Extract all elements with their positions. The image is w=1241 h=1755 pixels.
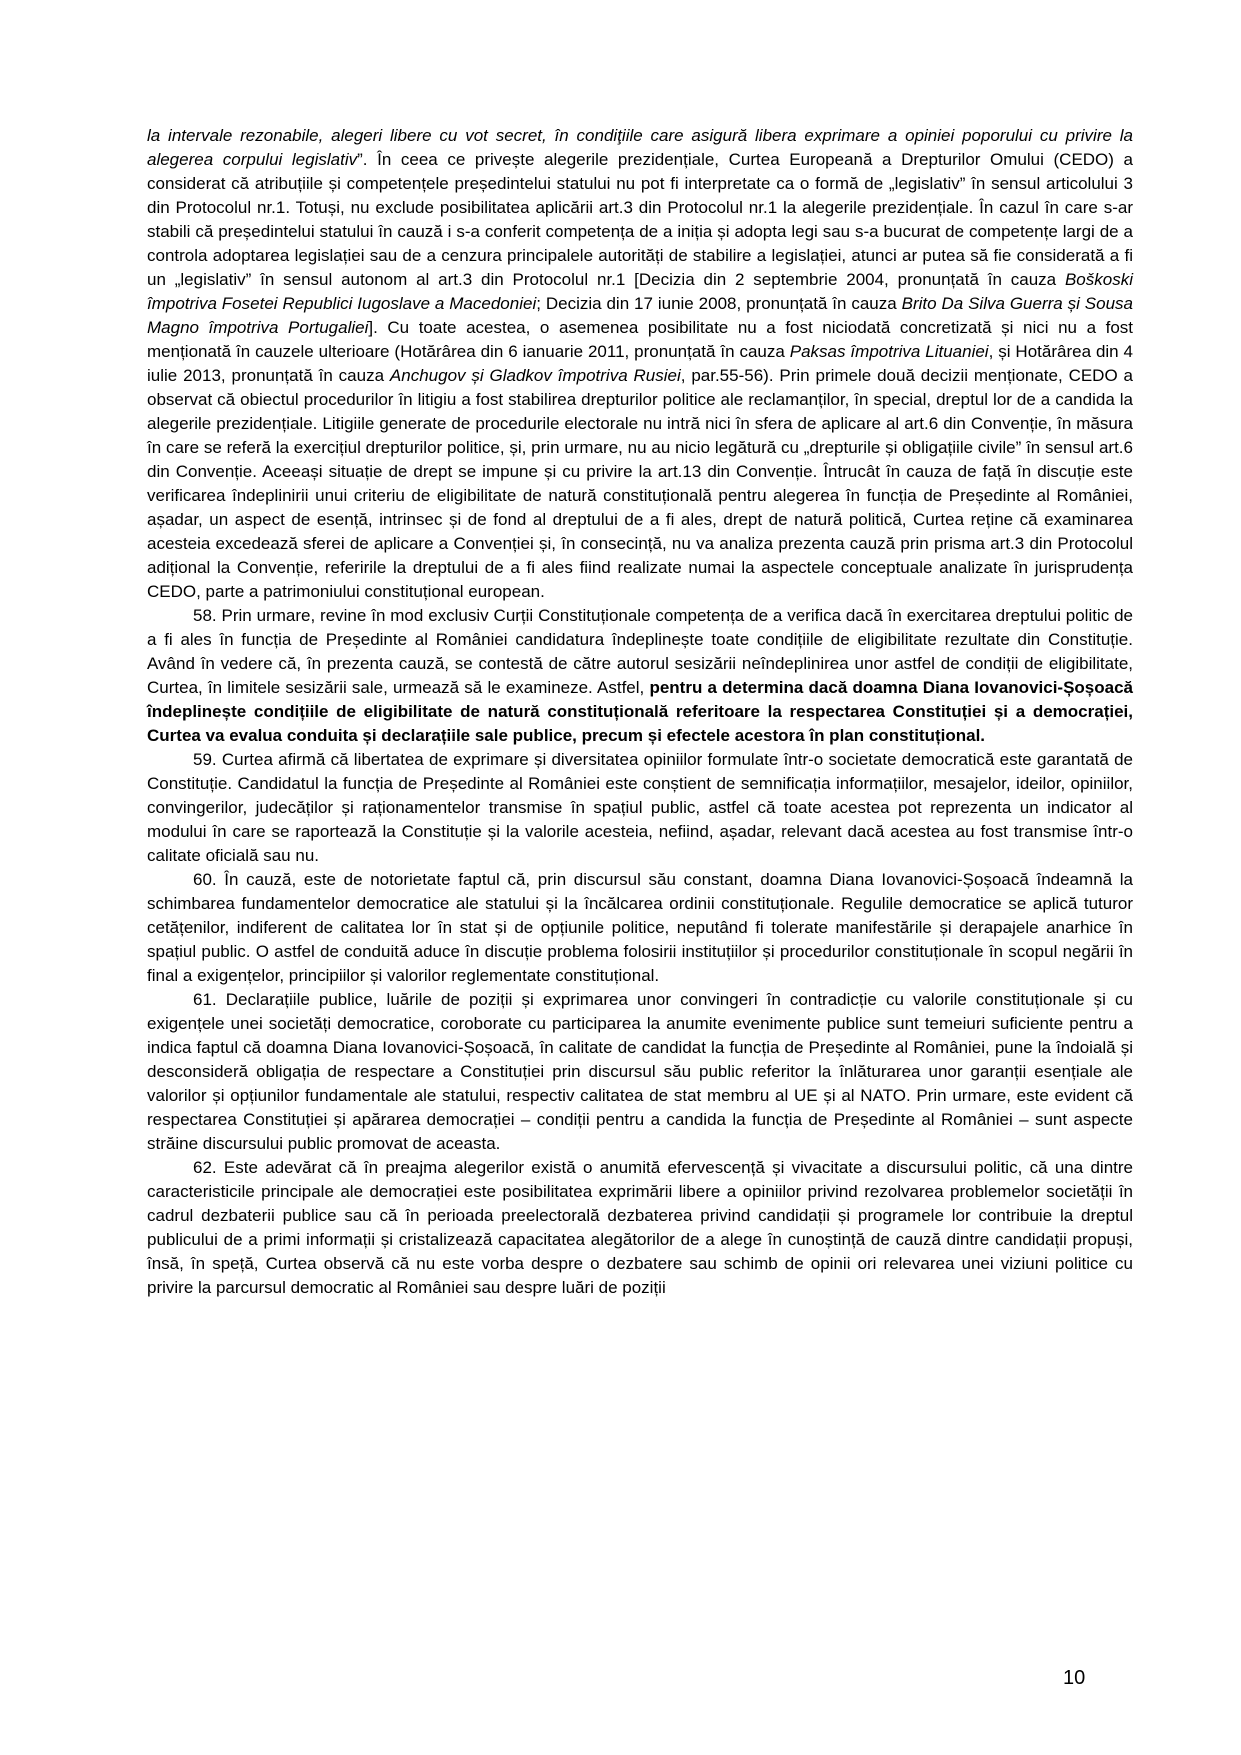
text-run: Boškoski împotriva Fosetei Republici Iugoslave a Macedoniei <box>147 270 1133 313</box>
text-run: , și Hotărârea din 4 iulie 2013, pronunțată în cauza <box>147 342 1133 385</box>
text-run: Paksas împotriva Lituaniei <box>789 342 989 361</box>
page-number: 10 <box>1063 1667 1086 1689</box>
text-run: Anchugov și Gladkov împotriva Rusiei <box>389 366 681 385</box>
paragraph <box>147 988 1133 1156</box>
document-text-block <box>147 124 1133 1300</box>
paragraph <box>147 748 1133 868</box>
paragraph <box>147 124 1133 604</box>
text-run: 59. Curtea afirmă că libertatea de exprimare și diversitatea opiniilor formulate într-o societate democratică este garantată de Constituție. Candidatul la funcția de Președinte al României este conștient de semnificația informațiilor, mesajelor, ideilor, opiniilor, convingerilor, judecăților și raționamentelor transmise în spațiul public, astfel că toate acestea pot reprezenta un indicator al modului în care se raportează la Constituție și la valorile acesteia, nefiind, așadar, relevant dacă acestea au fost transmise într-o calitate oficială sau nu. <box>147 750 1133 865</box>
paragraph <box>147 604 1133 748</box>
text-run: ”. În ceea ce privește alegerile prezidențiale, Curtea Europeană a Drepturilor Omului (CEDO) a considerat că atribuțiile și competențele președintelui statului nu pot fi interpretate ca o formă de „legislativ” în sensul articolului 3 din Protocolul nr.1. Totuși, nu exclude posibilitatea aplicării art.3 din Protocolul nr.1 la alegerile prezidențiale. În cazul în care s-ar stabili că președintelui statului în cauză i s-a conferit competența de a iniția și adopta legi sau s-a bucurat de competențe largi de a controla adoptarea legislației sau de a cenzura principalele autorități de stabilire a legislației, atunci ar putea să fie considerată a fi un „legislativ” în sensul autonom al art.3 din Protocolul nr.1 [Decizia din 2 septembrie 2004, pronunțată în cauza <box>147 150 1133 289</box>
text-run: ]. Cu toate acestea, o asemenea posibilitate nu a fost niciodată concretizată și nici nu a fost menționată în cauzele ulterioare (Hotărârea din 6 ianuarie 2011, pronunțată în cauza <box>147 318 1134 361</box>
text-run: la intervale rezonabile, alegeri libere cu vot secret, în condiţiile care asigură libera exprimare a opiniei poporului cu privire la alegerea corpului legislativ <box>147 126 1133 169</box>
paragraph <box>147 868 1133 988</box>
text-run: pentru a determina dacă doamna Diana Iovanovici-Șoșoacă îndeplinește condițiile de eligibilitate de natură constituțională referitoare la respectarea Constituției și a democrației, Curtea va evalua conduita și declarațiile sale publice, precum și efectele acestora în plan constituțional. <box>147 678 1134 745</box>
text-run: , par.55-56). Prin primele două decizii menționate, CEDO a observat că obiectul procedurilor în litigiu a fost stabilirea drepturilor politice ale reclamanților, în special, dreptul lor de a candida la alegerile prezidențiale. Litigiile generate de procedurile electorale nu intră nici în sfera de aplicare al art.6 din Convenție, în măsura în care se referă la exercițiul drepturilor politice, și, prin urmare, nu au nicio legătură cu „drepturile și obligațiile civile” în sensul art.6 din Convenție. Aceeași situație de drept se impune și cu privire la art.13 din Convenție. Întrucât în cauza de față în discuție este verificarea îndeplinirii unui criteriu de eligibilitate de natură constituțională pentru alegerea în funcția de Președinte al României, așadar, un aspect de esență, intrinsec și de fond al dreptului de a fi ales, drept de natură politică, Curtea reține că examinarea acesteia excedează sferei de aplicare a Convenției și, în consecință, nu va analiza prezenta cauză prin prisma art.3 din Protocolul adițional la Convenție, referirile la dreptului de a fi ales fiind realizate numai la aspectele conceptuale analizate în jurisprudența CEDO, parte a patrimoniului constituțional european. <box>147 366 1133 601</box>
text-run: 62. Este adevărat că în preajma alegerilor există o anumită efervescență și vivacitate a discursului politic, că una dintre caracteristicile principale ale democrației este posibilitatea exprimării libere a opiniilor privind rezolvarea problemelor societății în cadrul dezbaterii publice sau că în perioada preelectorală dezbaterea privind candidații și programele lor contribuie la dreptul publicului de a primi informații și cristalizează capacitatea alegătorilor de a alege în cunoștință de cauză dintre candidații propuși, însă, în speță, Curtea observă că nu este vorba despre o dezbatere sau schimb de opinii ori relevarea unei viziuni politice cu privire la parcursul democratic al României sau despre luări de poziții <box>147 1158 1133 1297</box>
text-run: ; Decizia din 17 iunie 2008, pronunțată în cauza <box>536 294 902 313</box>
text-run: 60. În cauză, este de notorietate faptul că, prin discursul său constant, doamna Diana Iovanovici-Șoșoacă îndeamnă la schimbarea fundamentelor democratice ale statului și la încălcarea ordinii constituționale. Regulile democratice se aplică tuturor cetățenilor, indiferent de calitatea lor în stat și de opțiunile politice, neputând fi tolerate manifestările și derapajele anarhice în spațiul public. O astfel de conduită aduce în discuție problema folosirii instituțiilor și procedurilor constituționale în scopul negării în final a exigențelor, principiilor și valorilor reglementate constituțional. <box>147 870 1133 985</box>
text-run: 58. Prin urmare, revine în mod exclusiv Curții Constituționale competența de a verifica dacă în exercitarea dreptului politic de a fi ales în funcția de Președinte al României candidatura îndeplinește toate condițiile de eligibilitate rezultate din Constituție. Având în vedere că, în prezenta cauză, se contestă de către autorul sesizării neîndeplinirea unor astfel de condiții de eligibilitate, Curtea, în limitele sesizării sale, urmează să le examineze. Astfel, <box>147 606 1133 697</box>
paragraph <box>147 1156 1133 1300</box>
text-run: Brito Da Silva Guerra și Sousa Magno împotriva Portugaliei <box>147 294 1133 337</box>
text-run: 61. Declarațiile publice, luările de poziții și exprimarea unor convingeri în contradicție cu valorile constituționale și cu exigențele unei societăți democratice, coroborate cu participarea la anumite evenimente publice sunt temeiuri suficiente pentru a indica faptul că doamna Diana Iovanovici-Șoșoacă, în calitate de candidat la funcția de Președinte al României, pune la îndoială și desconsideră obligația de respectare a Constituției prin discursul său public referitor la înlăturarea unor garanții esențiale ale valorilor și opțiunilor fundamentale ale statului, respectiv calitatea de stat membru al UE și al NATO. Prin urmare, este evident că respectarea Constituției și apărarea democrației – condiții pentru a candida la funcția de Președinte al României – sunt aspecte străine discursului public promovat de aceasta. <box>147 990 1133 1153</box>
